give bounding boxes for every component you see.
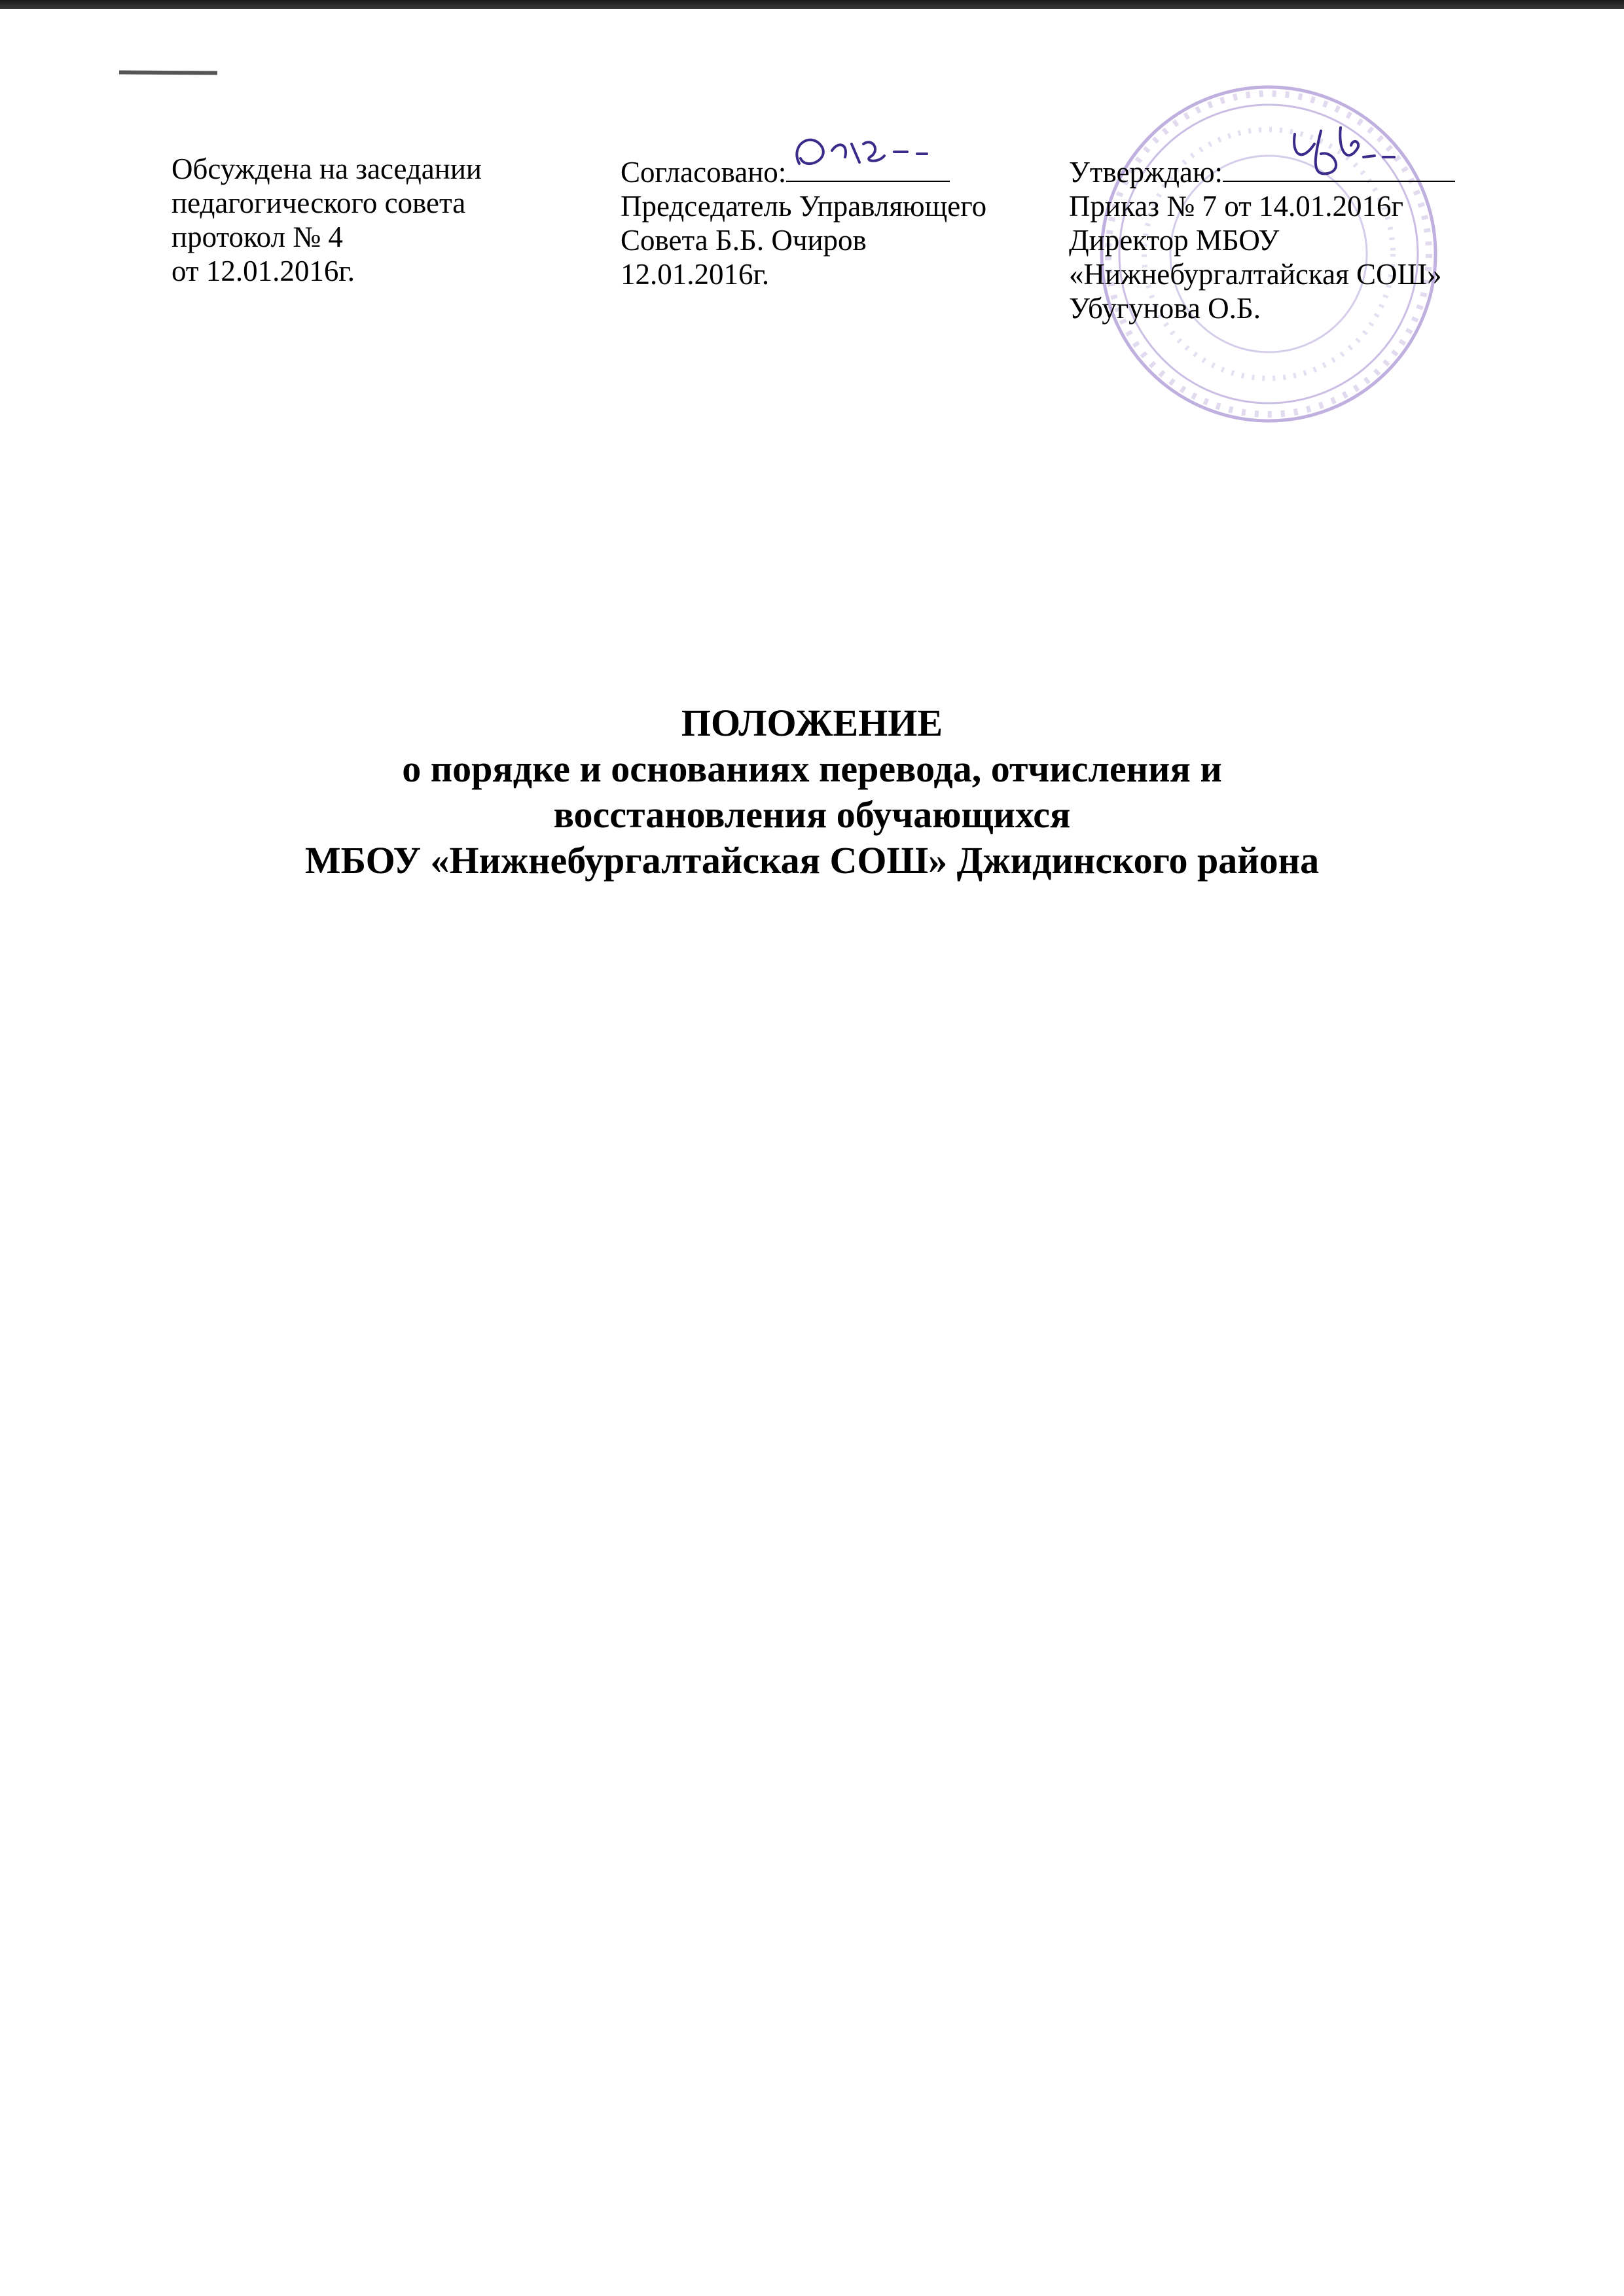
scan-top-edge [0, 0, 1624, 9]
discussion-line: от 12.01.2016г. [171, 255, 355, 287]
approval-line: Директор МБОУ [1069, 224, 1280, 257]
approval-label-row [1069, 152, 1553, 189]
discussion-line: педагогического совета [171, 187, 466, 219]
document-title [0, 700, 1624, 884]
discussion-block [171, 152, 577, 288]
title-main: ПОЛОЖЕНИЕ [681, 702, 943, 744]
agreement-label-row [621, 152, 1053, 189]
title-line: восстановления обучающихся [553, 793, 1071, 836]
approval-line: Убугунова О.Б. [1069, 292, 1261, 325]
discussion-line: протокол № 4 [171, 221, 343, 253]
approval-label: Утверждаю: [1069, 156, 1223, 188]
discussion-line: Обсуждена на заседании [171, 152, 482, 185]
approval-line: «Нижнебургалтайская СОШ» [1069, 258, 1442, 291]
corner-mark [119, 70, 217, 75]
approval-block [1069, 152, 1553, 325]
agreement-line: Совета Б.Б. Очиров [621, 224, 867, 257]
approval-line: Приказ № 7 от 14.01.2016г [1069, 190, 1403, 223]
signature-line [786, 152, 950, 182]
agreement-line: Председатель Управляющего [621, 190, 987, 223]
title-line: о порядке и основаниях перевода, отчисления и [402, 747, 1222, 790]
signature-line [1223, 152, 1455, 182]
handwritten-signature [786, 118, 950, 183]
handwritten-signature [1223, 118, 1455, 183]
agreement-block [621, 152, 1053, 291]
agreement-line: 12.01.2016г. [621, 258, 770, 291]
title-line: МБОУ «Нижнебургалтайская СОШ» Джидинского района [304, 839, 1320, 882]
agreement-label: Согласовано: [621, 156, 787, 188]
